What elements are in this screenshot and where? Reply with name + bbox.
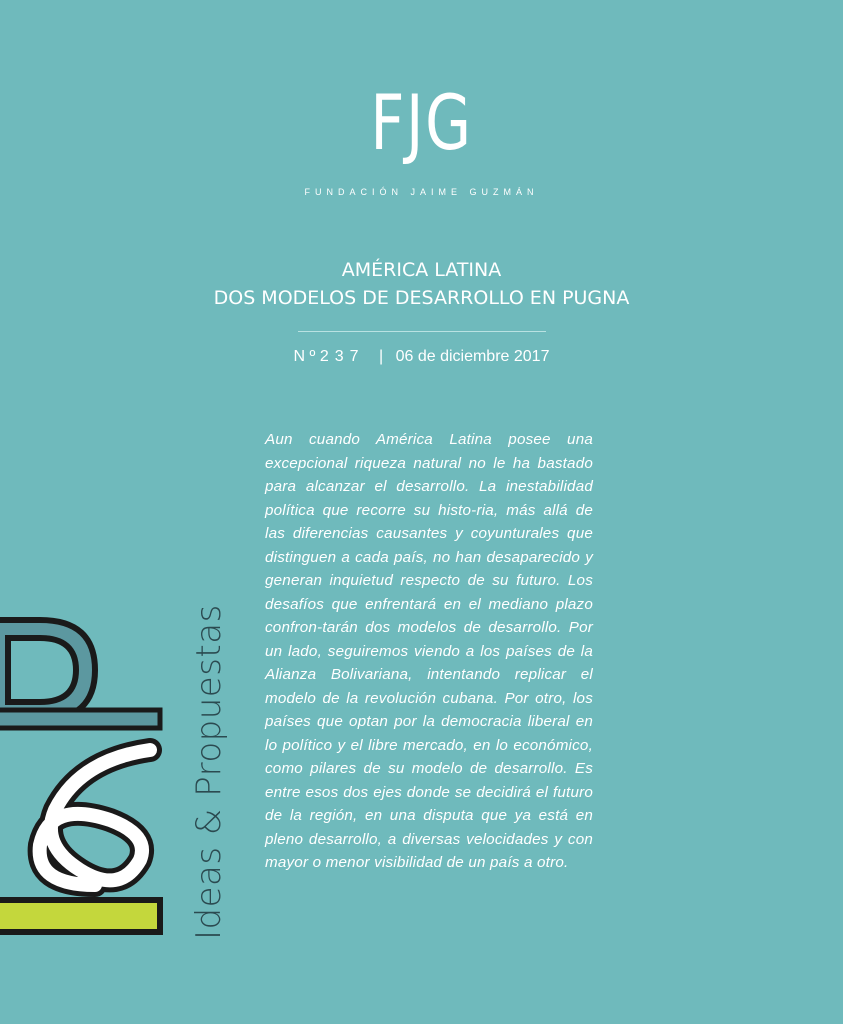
i-bar-shape <box>0 900 160 932</box>
p-bar-shape <box>0 710 160 728</box>
series-label-text: Ideas & Propuestas <box>189 604 229 940</box>
series-label <box>182 600 232 945</box>
organization-name: FUNDACIÓN JAIME GUZMÁN <box>304 187 539 197</box>
issue-number: 237 <box>319 348 365 365</box>
title-line-2: DOS MODELOS DE DESARROLLO EN PUGNA <box>213 287 630 309</box>
p-letter-shape <box>0 620 95 720</box>
issue-info <box>0 346 843 368</box>
title-divider <box>298 331 546 332</box>
ip-logo-mark <box>0 600 175 945</box>
fjg-logo: FJG <box>370 78 473 167</box>
issue-separator: | <box>378 348 384 365</box>
title-line-1: AMÉRICA LATINA <box>341 259 502 281</box>
issue-prefix: N º <box>293 348 316 365</box>
issue-date: 06 de diciembre 2017 <box>395 348 550 365</box>
document-title <box>0 256 843 312</box>
abstract-text: Aun cuando América Latina posee una excepcional riqueza natural no le ha bastado para alcanzar el desarrollo. La inestabilidad política que recorre su histo-ria, más allá de las diferencias causantes y coyunturales que distinguen a cada país, no han desaparecido y generan inquietud respecto de su futuro. Los desafíos que enfrentará en el mediano plazo confron-tarán dos modelos de desarrollo. Por un lado, seguiremos viendo a los países de la Alianza Bolivariana, intentando replicar el modelo de la revolución cubana. Por otro, los países que optan por la democracia liberal en lo político y el libre mercado, en lo económico, como pilares de su modelo de desarrollo. Es entre esos dos ejes donde se decidirá el futuro de la región, en una disputa que ya está en pleno desarrollo, a diversas velocidades y con mayor o menor visibilidad de un país a otro. <box>265 431 593 871</box>
